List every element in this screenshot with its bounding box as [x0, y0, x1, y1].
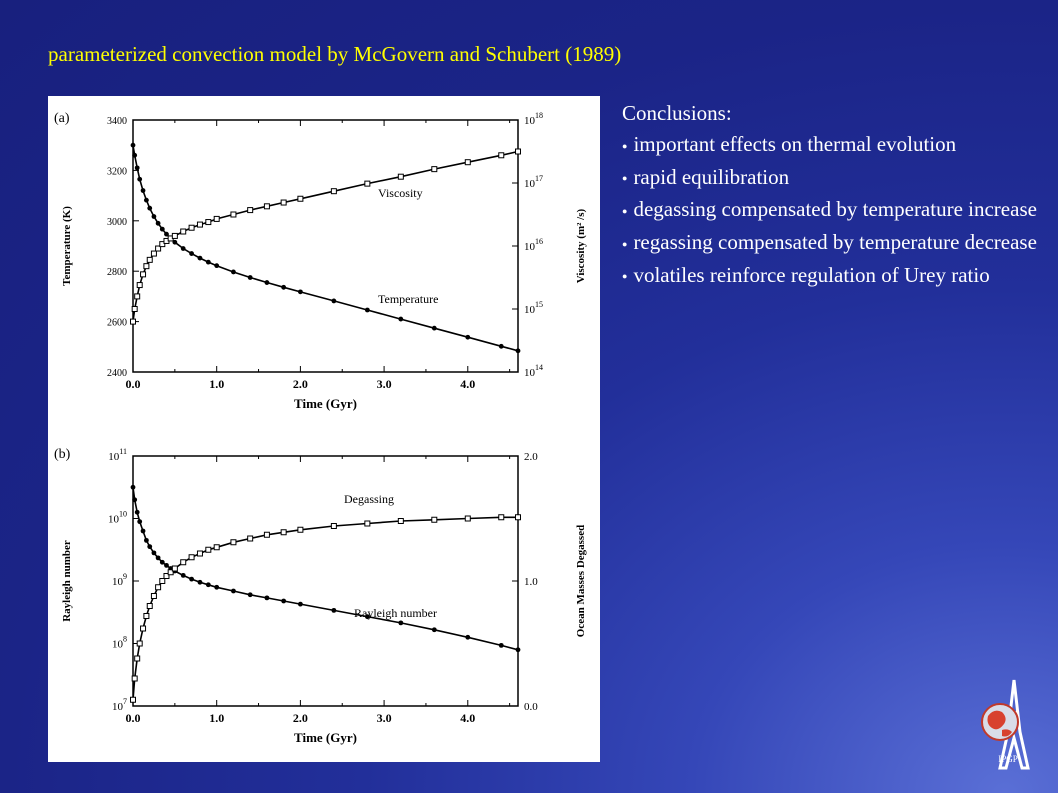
y2-tick-label: 0.0: [524, 701, 538, 713]
data-point: [181, 560, 186, 565]
data-point: [131, 143, 136, 148]
y-tick-label: 2800: [107, 267, 127, 279]
data-point: [331, 524, 336, 529]
data-point: [206, 582, 211, 587]
x-tick-label: 2.0: [292, 377, 308, 391]
data-point: [231, 589, 236, 594]
data-point: [189, 555, 194, 560]
data-point: [265, 595, 270, 600]
data-point: [141, 188, 146, 193]
conclusions-panel: [622, 98, 1042, 292]
y-tick-label: $10^7$: [112, 697, 127, 713]
y2-axis-label: Ocean Masses Degassed: [575, 524, 587, 638]
data-point: [132, 676, 137, 681]
data-point: [141, 272, 146, 277]
data-point: [398, 519, 403, 524]
conclusion-item: [622, 260, 1042, 293]
data-point: [281, 200, 286, 205]
data-point: [151, 594, 156, 599]
data-point: [331, 299, 336, 304]
data-point: [248, 536, 253, 541]
data-point: [281, 530, 286, 535]
data-point: [164, 563, 169, 568]
x-tick-label: 4.0: [460, 377, 476, 391]
x-tick-label: 1.0: [209, 377, 225, 391]
data-point: [432, 627, 437, 632]
series-line: [133, 145, 518, 351]
data-point: [131, 485, 136, 490]
x-axis-label: Time (Gyr): [294, 730, 357, 745]
data-point: [198, 580, 203, 585]
data-point: [331, 608, 336, 613]
series-annotation: Degassing: [344, 492, 394, 506]
y2-tick-label: $10^{16}$: [524, 237, 543, 253]
y-axis-label: Temperature (K): [61, 206, 73, 286]
conclusion-item: [622, 194, 1042, 227]
conclusion-item: [622, 162, 1042, 195]
ipgp-logo-icon: [964, 672, 1054, 782]
data-point: [131, 319, 136, 324]
conclusion-text: degassing compensated by temperature increase: [633, 197, 1037, 222]
y-tick-label: $10^8$: [112, 634, 127, 651]
data-point: [248, 275, 253, 280]
data-point: [197, 551, 202, 556]
y-tick-label: $10^{10}$: [108, 509, 127, 526]
data-point: [206, 260, 211, 265]
data-point: [135, 165, 140, 170]
y-tick-label: 3200: [107, 166, 127, 178]
data-point: [152, 214, 157, 219]
x-tick-label: 0.0: [125, 377, 141, 391]
y2-tick-label: $10^{17}$: [524, 174, 543, 190]
bullet-icon: ●: [622, 173, 628, 184]
data-point: [137, 519, 142, 524]
data-point: [147, 544, 152, 549]
data-point: [181, 573, 186, 578]
data-point: [135, 656, 140, 661]
y-tick-label: $10^{11}$: [108, 447, 127, 463]
data-point: [198, 256, 203, 261]
y2-tick-label: $10^{18}$: [524, 111, 543, 127]
data-point: [147, 206, 152, 211]
data-point: [398, 174, 403, 179]
data-point: [432, 167, 437, 172]
x-tick-label: 2.0: [292, 711, 308, 725]
data-point: [181, 229, 186, 234]
bullet-icon: ●: [622, 140, 628, 151]
data-point: [465, 335, 470, 340]
data-point: [132, 153, 137, 158]
data-point: [172, 566, 177, 571]
data-point: [465, 516, 470, 521]
y-axis-label: Rayleigh number: [61, 540, 73, 622]
data-point: [206, 547, 211, 552]
data-point: [144, 198, 149, 203]
slide-title: parameterized convection model by McGovern and Schubert (1989): [48, 42, 622, 66]
bullet-icon: ●: [622, 271, 628, 282]
x-tick-label: 3.0: [376, 711, 392, 725]
y-tick-label: 3000: [107, 216, 127, 228]
conclusion-text: volatiles reinforce regulation of Urey ratio: [633, 262, 990, 287]
data-point: [189, 225, 194, 230]
y2-axis-label: Viscosity (m² /s): [575, 208, 587, 284]
data-point: [516, 515, 521, 520]
data-point: [160, 579, 165, 584]
data-point: [248, 592, 253, 597]
data-point: [298, 602, 303, 607]
data-point: [398, 620, 403, 625]
y2-tick-label: $10^{15}$: [524, 300, 543, 316]
data-point: [144, 614, 149, 619]
data-point: [160, 227, 165, 232]
bullet-icon: ●: [622, 238, 628, 249]
data-point: [131, 697, 136, 702]
data-point: [141, 529, 146, 534]
data-point: [265, 280, 270, 285]
data-point: [264, 204, 269, 209]
data-point: [141, 626, 146, 631]
data-point: [214, 545, 219, 550]
data-point: [281, 285, 286, 290]
data-point: [147, 257, 152, 262]
y2-tick-label: 1.0: [524, 576, 538, 588]
y-tick-label: $10^9$: [112, 572, 127, 588]
data-point: [132, 307, 137, 312]
data-point: [432, 326, 437, 331]
data-point: [516, 149, 521, 154]
data-point: [465, 160, 470, 165]
data-point: [144, 264, 149, 269]
x-tick-label: 1.0: [209, 711, 225, 725]
conclusion-text: important effects on thermal evolution: [633, 132, 957, 156]
series-line: [133, 152, 518, 322]
data-point: [281, 599, 286, 604]
x-tick-label: 4.0: [460, 711, 476, 725]
conclusion-text: regassing compensated by temperature decrease: [633, 230, 1037, 255]
data-point: [151, 251, 156, 256]
series-line: [133, 487, 518, 650]
series-annotation: Rayleigh number: [354, 606, 437, 620]
conclusion-item: [622, 227, 1042, 260]
series-annotation: Viscosity: [378, 186, 423, 200]
data-point: [214, 263, 219, 268]
data-point: [398, 317, 403, 322]
data-point: [432, 517, 437, 522]
data-point: [135, 510, 140, 515]
y-tick-label: 2600: [107, 317, 127, 329]
data-point: [189, 251, 194, 256]
data-point: [231, 540, 236, 545]
data-point: [248, 208, 253, 213]
bullet-icon: ●: [622, 206, 628, 217]
x-tick-label: 0.0: [125, 711, 141, 725]
convection-charts: [48, 96, 600, 762]
data-point: [214, 585, 219, 590]
data-point: [189, 577, 194, 582]
panel-label: (b): [54, 447, 71, 462]
data-point: [181, 246, 186, 251]
data-point: [365, 181, 370, 186]
series-annotation: Temperature: [378, 292, 439, 306]
data-point: [298, 289, 303, 294]
data-point: [137, 177, 142, 182]
data-point: [137, 283, 142, 288]
conclusions-heading: Conclusions:: [622, 101, 732, 125]
data-point: [144, 538, 149, 543]
data-point: [160, 560, 165, 565]
data-point: [298, 196, 303, 201]
y-tick-label: 3400: [107, 116, 127, 127]
y-tick-label: 2400: [107, 368, 127, 379]
conclusion-text: rapid equilibration: [633, 164, 790, 189]
y2-tick-label: $10^{14}$: [524, 363, 543, 379]
data-point: [331, 189, 336, 194]
data-point: [156, 585, 161, 590]
data-point: [298, 527, 303, 532]
conclusion-item: [622, 129, 1042, 162]
data-point: [206, 220, 211, 225]
data-point: [197, 222, 202, 227]
data-point: [516, 647, 521, 652]
plot-frame: [133, 120, 518, 372]
data-point: [499, 344, 504, 349]
data-point: [135, 294, 140, 299]
conclusions-list: [622, 129, 1042, 292]
data-point: [264, 532, 269, 537]
data-point: [156, 221, 161, 226]
data-point: [231, 212, 236, 217]
data-point: [147, 604, 152, 609]
logo-text: IPGP: [998, 754, 1018, 764]
panel-label: (a): [54, 111, 70, 126]
data-point: [365, 521, 370, 526]
data-point: [365, 308, 370, 313]
data-point: [499, 153, 504, 158]
data-point: [132, 497, 137, 502]
data-point: [172, 233, 177, 238]
data-point: [499, 515, 504, 520]
x-tick-label: 3.0: [376, 377, 392, 391]
data-point: [214, 216, 219, 221]
figure-panel: [48, 96, 600, 762]
data-point: [156, 555, 161, 560]
x-axis-label: Time (Gyr): [294, 396, 357, 411]
data-point: [465, 635, 470, 640]
data-point: [516, 348, 521, 353]
y2-tick-label: 2.0: [524, 451, 538, 463]
data-point: [231, 270, 236, 275]
data-point: [499, 643, 504, 648]
data-point: [152, 550, 157, 555]
data-point: [137, 641, 142, 646]
